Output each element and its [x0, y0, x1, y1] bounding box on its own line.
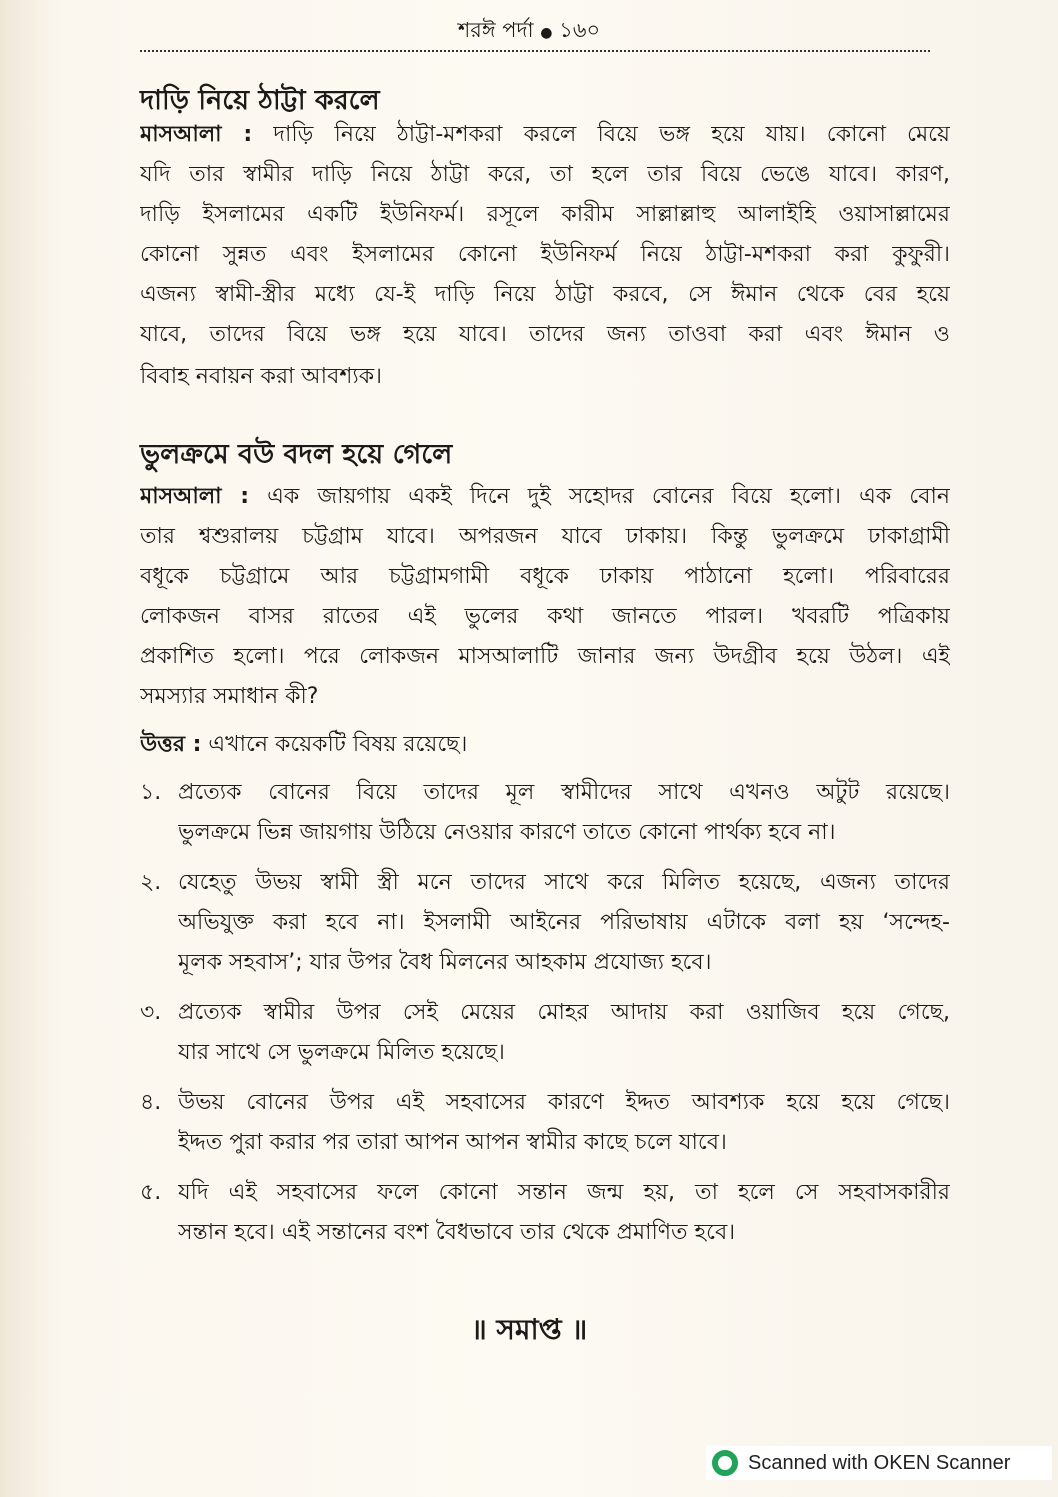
- text: দাড়ি নিয়ে ঠাট্টা-মশকরা করলে বিয়ে ভঙ্গ হয়ে যায়। কোনো মেয়ে: [252, 122, 950, 147]
- answer-line: [140, 728, 950, 762]
- text-line: লোকজন বাসর রাতের এই ভুলের কথা জানতে পারল। খবরটি পত্রিকায়: [140, 604, 950, 629]
- list-item-line: প্রত্যেক বোনের বিয়ে তাদের মূল স্বামীদের সাথে এখনও অটুট রয়েছে।: [178, 780, 950, 805]
- text-line: তার শ্বশুরালয় চট্টগ্রাম যাবে। অপরজন যাবে ঢাকায়। কিন্তু ভুলক্রমে ঢাকাগ্রামী: [140, 524, 950, 549]
- section-heading: ভুলক্রমে বউ বদল হয়ে গেলে: [140, 439, 453, 470]
- list-item-line: উভয় বোনের উপর এই সহবাসের কারণে ইদ্দত আবশ্যক হয়ে হয়ে গেছে।: [178, 1090, 950, 1115]
- list-item-line: ইদ্দত পুরা করার পর তারা আপন আপন স্বামীর কাছে চলে যাবে।: [178, 1130, 727, 1155]
- running-header: [0, 14, 1058, 49]
- item-number: ২.: [140, 870, 162, 895]
- text-line: [140, 118, 950, 152]
- text-line: যদি তার স্বামীর দাড়ি নিয়ে ঠাট্টা করে, তা হলে তার বিয়ে ভেঙে যাবে। কারণ,: [140, 162, 950, 187]
- item-number: ৪.: [140, 1090, 162, 1115]
- list-item-line: মূলক সহবাস’; যার উপর বৈধ মিলনের আহকাম প্রযোজ্য হবে।: [178, 950, 712, 975]
- item-number: ৩.: [140, 1000, 162, 1025]
- book-title: শরঈ পর্দা: [457, 18, 534, 42]
- header-divider: [140, 50, 930, 52]
- text-line: কোনো সুন্নত এবং ইসলামের কোনো ইউনিফর্ম নিয়ে ঠাট্টা-মশকরা করা কুফুরী।: [140, 242, 950, 267]
- masala-label: মাসআলা :: [140, 122, 253, 147]
- text-line: [140, 480, 950, 514]
- list-item-line: অভিযুক্ত করা হবে না। ইসলামী আইনের পরিভাষায় এটাকে বলা হয় ‘সন্দেহ-: [178, 910, 950, 935]
- answer-label: উত্তর :: [140, 732, 202, 757]
- masala-label: মাসআলা :: [140, 484, 250, 509]
- header-bullet: ●: [540, 25, 553, 41]
- item-number: ১.: [140, 780, 162, 805]
- text-line: যাবে, তাদের বিয়ে ভঙ্গ হয়ে যাবে। তাদের জন্য তাওবা করা এবং ঈমান ও: [140, 322, 950, 347]
- text-line: বধূকে চট্টগ্রামে আর চট্টগ্রামগামী বধূকে ঢাকায় পাঠানো হলো। পরিবারের: [140, 564, 950, 589]
- list-item-line: সন্তান হবে। এই সন্তানের বংশ বৈধভাবে তার থেকে প্রমাণিত হবে।: [178, 1220, 736, 1245]
- text-line: এজন্য স্বামী-স্ত্রীর মধ্যে যে-ই দাড়ি নিয়ে ঠাট্টা করবে, সে ঈমান থেকে বের হয়ে: [140, 282, 950, 307]
- item-number: ৫.: [140, 1180, 162, 1205]
- list-item-line: যদি এই সহবাসের ফলে কোনো সন্তান জন্ম হয়, তা হলে সে সহবাসকারীর: [178, 1180, 950, 1205]
- watermark-text: Scanned with OKEN Scanner: [748, 1451, 1011, 1474]
- text-line: সমস্যার সমাধান কী?: [140, 684, 319, 709]
- list-item-line: যেহেতু উভয় স্বামী স্ত্রী মনে তাদের সাথে করে মিলিত হয়েছে, এজন্য তাদের: [178, 870, 950, 895]
- page-number: ১৬০: [559, 18, 601, 42]
- scanner-watermark: [706, 1446, 1052, 1480]
- list-item-line: প্রত্যেক স্বামীর উপর সেই মেয়ের মোহর আদায় করা ওয়াজিব হয়ে গেছে,: [178, 1000, 950, 1025]
- section-heading: দাড়ি নিয়ে ঠাট্টা করলে: [140, 85, 380, 116]
- oken-logo-icon: [712, 1450, 738, 1476]
- list-item-line: ভুলক্রমে ভিন্ন জায়গায় উঠিয়ে নেওয়ার কারণে তাতে কোনো পার্থক্য হবে না।: [178, 820, 836, 845]
- list-item-line: যার সাথে সে ভুলক্রমে মিলিত হয়েছে।: [178, 1040, 505, 1065]
- text: এক জায়গায় একই দিনে দুই সহোদর বোনের বিয়ে হলো। এক বোন: [249, 484, 950, 509]
- text-line: বিবাহ নবায়ন করা আবশ্যক।: [140, 364, 382, 389]
- text-line: দাড়ি ইসলামের একটি ইউনিফর্ম। রসূলে কারীম সাল্লাল্লাহু আলাইহি ওয়াসাল্লামের: [140, 202, 950, 227]
- end-mark: ॥ সমাপ্ত ॥: [470, 1313, 588, 1346]
- text: এখানে কয়েকটি বিষয় রয়েছে।: [201, 732, 468, 757]
- text-line: প্রকাশিত হলো। পরে লোকজন মাসআলাটি জানার জন্য উদগ্রীব হয়ে উঠল। এই: [140, 644, 950, 669]
